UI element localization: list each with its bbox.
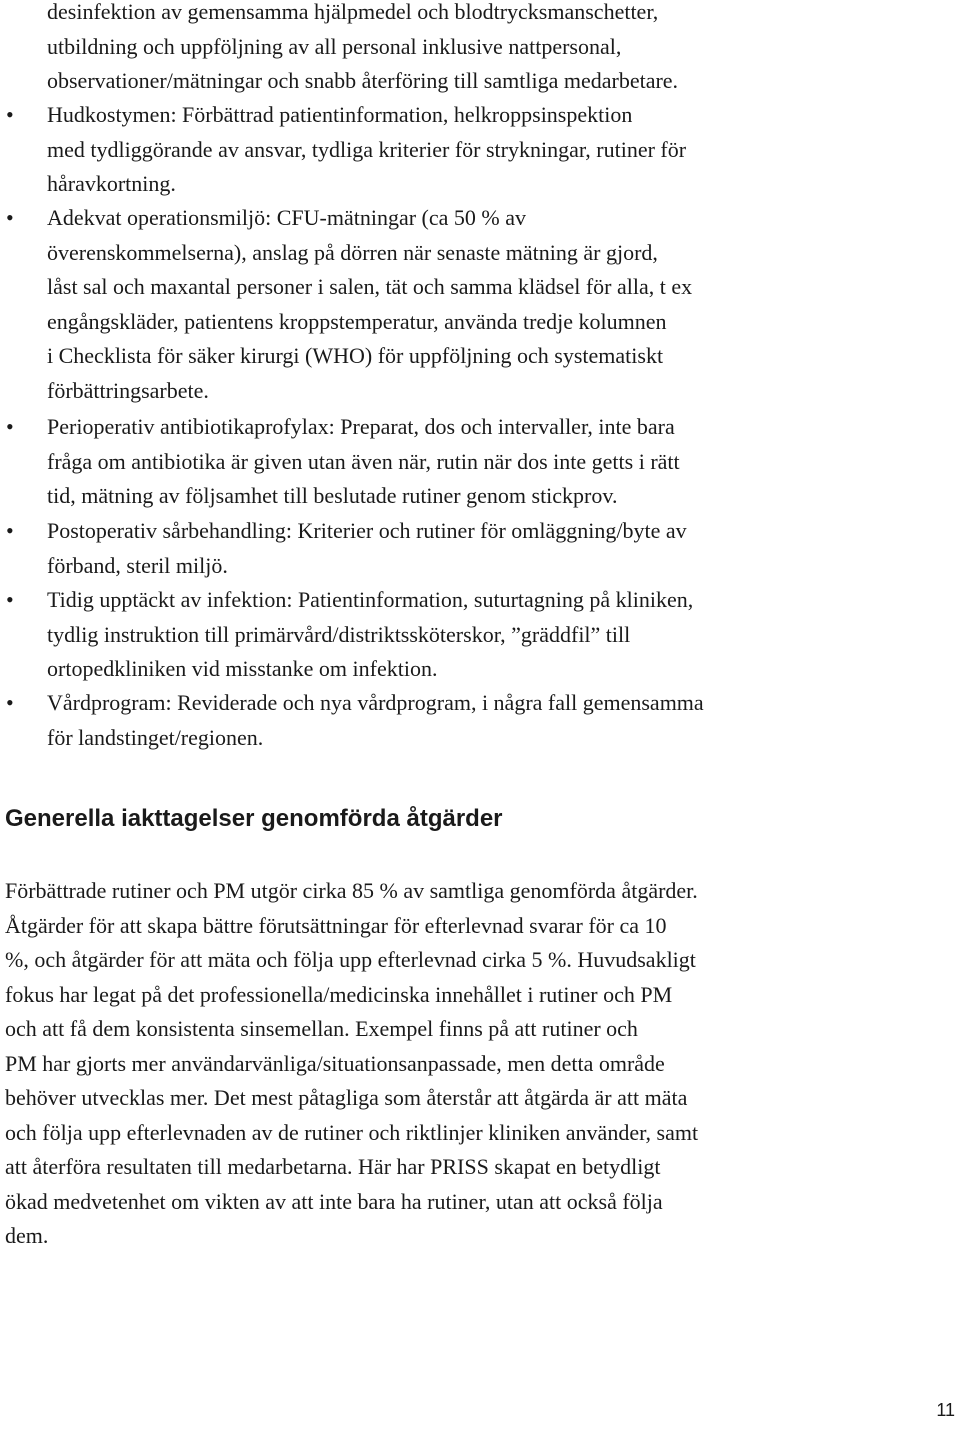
bullet-icon: • [6, 690, 14, 715]
text-line: med tydliggörande av ansvar, tydliga kriterier för strykningar, rutiner för [47, 136, 687, 162]
bullet-icon: • [6, 518, 14, 543]
text-line: Postoperativ sårbehandling: Kriterier och rutiner för omläggning/byte av [47, 518, 687, 543]
text-line: desinfektion av gemensamma hjälpmedel och blodtrycksmanschetter, [47, 0, 659, 24]
text-line: Åtgärder för att skapa bättre förutsättningar för efterlevnad svarar för ca 10 [5, 912, 667, 938]
text-line: ökad medvetenhet om vikten av att inte bara ha rutiner, utan att också följa [5, 1188, 663, 1214]
bullet-icon: • [6, 102, 14, 127]
text-line: Tidig upptäckt av infektion: Patientinformation, suturtagning på kliniken, [47, 587, 694, 612]
text-line: och att få dem konsistenta sinsemellan. Exempel finns på att rutiner och [5, 1016, 638, 1041]
text-line: för landstinget/regionen. [47, 724, 264, 750]
text-line: Förbättrade rutiner och PM utgör cirka 85 % av samtliga genomförda åtgärder. [5, 878, 698, 903]
page-number: 11 [936, 1400, 955, 1420]
bullet-icon: • [6, 587, 14, 612]
text-line: dem. [5, 1223, 49, 1248]
text-line: Vårdprogram: Reviderade och nya vårdprogram, i några fall gemensamma [47, 690, 704, 715]
text-line: ortopedkliniken vid misstanke om infektion. [47, 656, 438, 681]
text-line: håravkortning. [47, 171, 176, 196]
section-heading: Generella iakttagelser genomförda åtgärder [5, 805, 503, 832]
text-line: fråga om antibiotika är given utan även när, rutin när dos inte getts i rätt [47, 448, 680, 474]
bullet-icon: • [6, 205, 14, 230]
text-line: förband, steril miljö. [47, 552, 228, 578]
text-line: Perioperativ antibiotikaprofylax: Preparat, dos och intervaller, inte bara [47, 414, 675, 439]
text-line: %, och åtgärder för att mäta och följa upp efterlevnad cirka 5 %. Huvudsakligt [5, 947, 696, 972]
text-line: Hudkostymen: Förbättrad patientinformation, helkroppsinspektion [47, 102, 633, 127]
text-line: engångskläder, patientens kroppstemperatur, använda tredje kolumnen [47, 308, 667, 334]
text-line: utbildning och uppföljning av all personal inklusive nattpersonal, [47, 33, 622, 59]
text-line: observationer/mätningar och snabb återföring till samtliga medarbetare. [47, 68, 679, 93]
text-line: behöver utvecklas mer. Det mest påtagliga som återstår att åtgärda är att mäta [5, 1085, 688, 1110]
body-paragraph [5, 874, 945, 1254]
text-line: PM har gjorts mer användarvänliga/situationsanpassade, men detta område [5, 1050, 665, 1076]
text-line: överenskommelserna), anslag på dörren när senaste mätning är gjord, [47, 239, 658, 265]
text-line: låst sal och maxantal personer i salen, tät och samma klädsel för alla, t ex [47, 274, 693, 299]
text-line: fokus har legat på det professionella/medicinska innehållet i rutiner och PM [5, 981, 673, 1007]
text-line: Adekvat operationsmiljö: CFU-mätningar (ca 50 % av [47, 205, 526, 230]
text-line: att återföra resultaten till medarbetarna. Här har PRISS skapat en betydligt [5, 1154, 661, 1179]
text-line: och följa upp efterlevnaden av de rutiner och riktlinjer kliniken använder, samt [5, 1119, 699, 1145]
text-line: tid, mätning av följsamhet till beslutade rutiner genom stickprov. [47, 483, 618, 508]
text-line: förbättringsarbete. [47, 377, 209, 403]
text-line: tydlig instruktion till primärvård/distriktssköterskor, ”gräddfil” till [47, 621, 631, 647]
text-line: i Checklista för säker kirurgi (WHO) för uppföljning och systematiskt [47, 343, 664, 368]
bullet-icon: • [6, 414, 14, 439]
